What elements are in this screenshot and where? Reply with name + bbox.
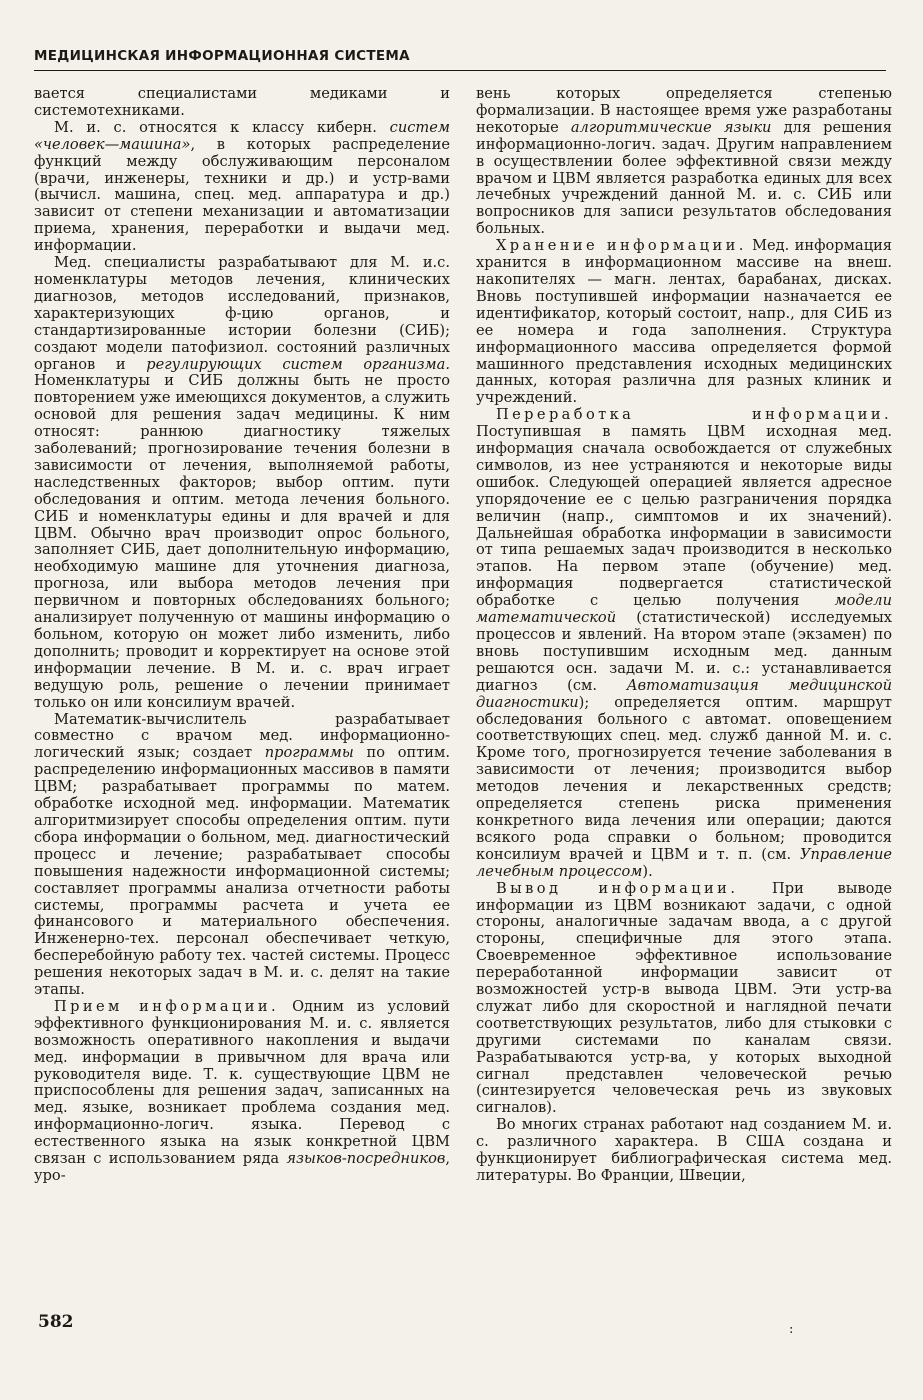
cross-reference: программы xyxy=(264,744,354,762)
paragraph: М. и. с. относятся к классу киберн. систем «человек—машина», в которых распределение функций между обслуживающим персоналом (врачи, инженеры, техники и др.) и устр-вами (вычисл. машина, спец. мед. аппаратура и др.) зависит от степени механизации и автоматизации приема, хранения, переработки и выдачи мед. информации. xyxy=(34,118,450,255)
paragraph: Хранение информации. Мед. информация хранится в информационном массиве на внеш. накопителях — магн. лентах, барабанах, дисках. Вновь поступившей информации назначается ее идентификатор, который состоит, напр., для СИБ из ее номера и года заполнения. Структура информационного массива определяется формой машинного представления исходных медицинских данных, которая различна для разных клиник и учреждений. xyxy=(476,237,893,407)
section-heading: Хранение информации. xyxy=(496,237,747,255)
stray-mark: : xyxy=(789,1322,794,1337)
paragraph: Переработка информации. Поступившая в память ЦВМ исходная мед. информация сначала освобождается от служебных символов, из нее устраняются и некоторые виды ошибок. Следующей операцией является адресное упорядочение ее с целью разграничения порядка величин (напр., симптомов и их значений). Дальнейшая обработка информации в зависимости от типа решаемых задач производится в несколько этапов. На первом этапе (обучение) мед. информация подвергается статистической обработке с целью получения модели математической (статистической) исследуемых процессов и явлений. На втором этапе (экзамен) по вновь поступившим исходным мед. данным решаются осн. задачи М. и. с.: устанавливается диагноз (см. Автоматизация медицинской диагностики); определяется оптим. маршрут обследования больного с автомат. оповещением соответствующих спец. мед. служб данной М. и. с. Кроме того, прогнозируется течение заболевания в зависимости от лечения; производится выбор методов лечения и лекарственных средств; определяется степень риска применения конкретного вида лечения или операции; даются всякого рода справки о больном; проводится консилиум врачей и ЦВМ и т. п. (см. Управление лечебным процессом). xyxy=(476,406,893,880)
cross-reference: Управление лечебным процессом xyxy=(476,845,892,880)
paragraph: Во многих странах работают над созданием М. и. с. различного характера. В США создана и функционирует библиографическая система мед. литературы. Во Франции, Швеции, xyxy=(476,1116,892,1184)
cross-reference: языков-посредников xyxy=(286,1150,446,1168)
page-number: 582 xyxy=(38,1312,74,1332)
header-rule xyxy=(34,70,886,71)
section-heading: Прием информации. xyxy=(54,997,280,1015)
cross-reference: регулирующих систем организма. xyxy=(146,355,450,373)
left-column xyxy=(34,86,450,1185)
paragraph: Мед. специалисты разрабатывают для М. и.с. номенклатуры методов лечения, клинических диагнозов, методов исследований, признаков, характеризующих ф-цию органов, и стандартизированные истории болезни (СИБ); создают модели патофизиол. состояний различных органов и регулирующих систем организма. Номенклатуры и СИБ должны быть не просто повторением уже имеющихся документов, а служить основой для решения задач медицины. К ним относят: раннюю диагностику тяжелых заболеваний; прогнозирование течения болезни в зависимости от лечения, выполняемой работы, наследственных факторов; выбор оптим. пути обследования и оптим. метода лечения больного. СИБ и номенклатуры едины и для врачей и для ЦВМ. Обычно врач производит опрос больного, заполняет СИБ, дает дополнительную информацию, необходимую машине для уточнения диагноза, прогноза, или выбора методов лечения при первичном и повторных обследованиях больного; анализирует полученную от машины информацию о больном, которую он может либо изменить, либо дополнить; проводит и корректирует на основе этой информации лечение. В М. и. с. врач играет ведущую роль, решение о лечении принимает только он или консилиум врачей. xyxy=(34,254,450,711)
cross-reference: модели математической xyxy=(476,592,892,627)
paragraph: Математик-вычислитель разрабатывает совместно с врачом мед. информационно-логический язык; создает программы по оптим. распределению информационных массивов в памяти ЦВМ; разрабатывает программы по матем. обработке исходной мед. информации. Математик алгоритмизирует способы определения оптим. пути сбора информации о больном, мед. диагностический процесс и лечение; разрабатывает способы повышения надежности информационной системы; составляет программы анализа отчетности работы системы, программы расчета и учета ее финансового и материального обеспечения. Инженерно-тех. персонал обеспечивает четкую, бесперебойную работу тех. частей системы. Процесс решения некоторых задач в М. и. с. делят на такие этапы. xyxy=(34,710,450,999)
paragraph: вается специалистами медиками и системотехниками. xyxy=(34,85,450,119)
paragraph: Вывод информации. При выводе информации из ЦВМ возникают задачи, с одной стороны, аналогичные задачам ввода, а с другой стороны, специфичные для этого этапа. Своевременное эффективное использование переработанной информации зависит от возможностей устр-в вывода ЦВМ. Эти устр-ва служат либо для скоростной и наглядной печати соответствующих результатов, либо для стыковки с другими системами по каналам связи. Разрабатываются устр-ва, у которых выходной сигнал представлен человеческой речью (синтезируется человеческая речь из звуковых сигналов). xyxy=(476,879,892,1117)
section-heading: Вывод информации. xyxy=(496,879,739,897)
paragraph: Прием информации. Одним из условий эффективного функционирования М. и. с. является возможность оперативного накопления и выдачи мед. информации в привычном для врача или руководителя виде. Т. к. существующие ЦВМ не приспособлены для решения задач, записанных на мед. языке, возникает проблема создания мед. информационно-логич. языка. Перевод с естественного языка на язык конкретной ЦВМ связан с использованием ряда языков-посредников, уро- xyxy=(34,997,450,1184)
section-heading: Переработка информации. xyxy=(496,406,892,424)
cross-reference: Автоматизация медицинской диагностики xyxy=(476,676,893,711)
cross-reference: алгоритмические языки xyxy=(570,118,772,136)
right-column xyxy=(476,86,892,1185)
paragraph: вень которых определяется степенью формализации. В настоящее время уже разработаны некоторые алгоритмические языки для решения информационно-логич. задач. Другим направлением в осуществлении более эффективной связи между врачом и ЦВМ является разработка единых для всех лечебных учреждений данной М. и. с. СИБ или вопросников для записи результатов обследования больных. xyxy=(476,85,892,238)
running-title: МЕДИЦИНСКАЯ ИНФОРМАЦИОННАЯ СИСТЕМА xyxy=(34,48,410,64)
cross-reference: систем «человек—машина» xyxy=(34,118,450,153)
